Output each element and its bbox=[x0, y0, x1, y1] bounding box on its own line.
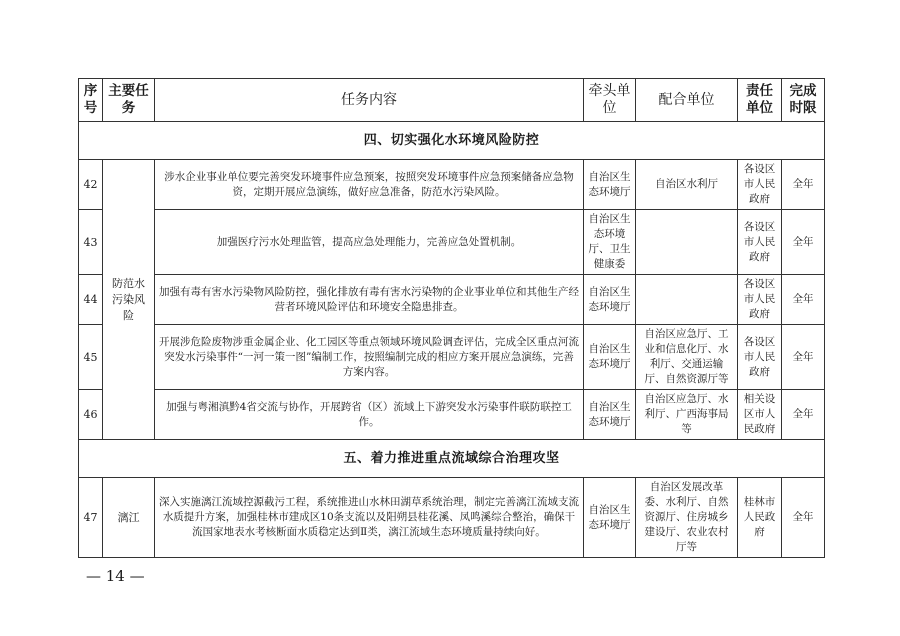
row-lead: 自治区生态环境厅 bbox=[584, 325, 636, 390]
row-responsible: 各设区市人民政府 bbox=[738, 275, 782, 325]
row-deadline: 全年 bbox=[782, 325, 825, 390]
row-cooperate: 自治区应急厅、水利厅、广西海事局等 bbox=[636, 390, 738, 440]
row-lead: 自治区生态环境厅 bbox=[584, 478, 636, 558]
header-content: 任务内容 bbox=[155, 79, 584, 122]
row-num: 47 bbox=[79, 478, 103, 558]
row-responsible: 相关设区市人民政府 bbox=[738, 390, 782, 440]
row-deadline: 全年 bbox=[782, 478, 825, 558]
row-responsible: 各设区市人民政府 bbox=[738, 160, 782, 210]
section-row bbox=[79, 122, 825, 160]
row-lead: 自治区生态环境厅 bbox=[584, 390, 636, 440]
row-num: 43 bbox=[79, 210, 103, 275]
row-responsible: 桂林市人民政府 bbox=[738, 478, 782, 558]
row-category: 防范水污染风险 bbox=[103, 160, 155, 440]
header-main-task: 主要任务 bbox=[103, 79, 155, 122]
row-cooperate: 自治区应急厅、工业和信息化厅、水利厅、交通运输厅、自然资源厅等 bbox=[636, 325, 738, 390]
row-num: 45 bbox=[79, 325, 103, 390]
header-responsible: 责任单位 bbox=[738, 79, 782, 122]
header-deadline: 完成时限 bbox=[782, 79, 825, 122]
row-deadline: 全年 bbox=[782, 275, 825, 325]
section-row bbox=[79, 440, 825, 478]
row-content: 加强与粤湘滇黔4省交流与协作，开展跨省（区）流域上下游突发水污染事件联防联控工作。 bbox=[155, 390, 584, 440]
header-lead: 牵头单位 bbox=[584, 79, 636, 122]
row-num: 46 bbox=[79, 390, 103, 440]
row-cooperate: 自治区水利厅 bbox=[636, 160, 738, 210]
row-lead: 自治区生态环境厅 bbox=[584, 275, 636, 325]
row-content: 深入实施漓江流域控源截污工程，系统推进山水林田湖草系统治理，制定完善漓江流域支流水质提升方案，加强桂林市建成区10条支流以及阳朔县桂花溪、凤鸣溪综合整治，确保干流国家地表水考核断面水质稳定达到Ⅱ类，漓江流域生态环境质量持续向好。 bbox=[155, 478, 584, 558]
row-cooperate: 自治区发展改革委、水利厅、自然资源厅、住房城乡建设厅、农业农村厅等 bbox=[636, 478, 738, 558]
page-number: — 14 — bbox=[86, 567, 145, 585]
row-num: 44 bbox=[79, 275, 103, 325]
section-title: 五、着力推进重点流域综合治理攻坚 bbox=[79, 440, 825, 478]
table-row bbox=[79, 210, 825, 275]
table-row bbox=[79, 160, 825, 210]
task-table bbox=[78, 78, 825, 558]
table-row bbox=[79, 275, 825, 325]
row-lead: 自治区生态环境厅、卫生健康委 bbox=[584, 210, 636, 275]
section-title: 四、切实强化水环境风险防控 bbox=[79, 122, 825, 160]
row-cooperate bbox=[636, 210, 738, 275]
row-responsible: 各设区市人民政府 bbox=[738, 210, 782, 275]
row-deadline: 全年 bbox=[782, 160, 825, 210]
table-row bbox=[79, 325, 825, 390]
row-responsible: 各设区市人民政府 bbox=[738, 325, 782, 390]
table-row bbox=[79, 478, 825, 558]
row-deadline: 全年 bbox=[782, 390, 825, 440]
row-lead: 自治区生态环境厅 bbox=[584, 160, 636, 210]
table-row bbox=[79, 390, 825, 440]
header-row bbox=[79, 79, 825, 122]
row-content: 加强医疗污水处理监管，提高应急处理能力，完善应急处置机制。 bbox=[155, 210, 584, 275]
row-deadline: 全年 bbox=[782, 210, 825, 275]
row-num: 42 bbox=[79, 160, 103, 210]
header-cooperate: 配合单位 bbox=[636, 79, 738, 122]
row-content: 开展涉危险废物涉重金属企业、化工园区等重点领域环境风险调查评估，完成全区重点河流突发水污染事件“一河一策一图”编制工作，按照编制完成的相应方案开展应急演练，完善方案内容。 bbox=[155, 325, 584, 390]
header-num: 序号 bbox=[79, 79, 103, 122]
row-content: 加强有毒有害水污染物风险防控，强化排放有毒有害水污染物的企业事业单位和其他生产经营者环境风险评估和环境安全隐患排查。 bbox=[155, 275, 584, 325]
row-content: 涉水企业事业单位要完善突发环境事件应急预案，按照突发环境事件应急预案储备应急物资，定期开展应急演练，做好应急准备，防范水污染风险。 bbox=[155, 160, 584, 210]
row-cooperate bbox=[636, 275, 738, 325]
row-category: 漓江 bbox=[103, 478, 155, 558]
